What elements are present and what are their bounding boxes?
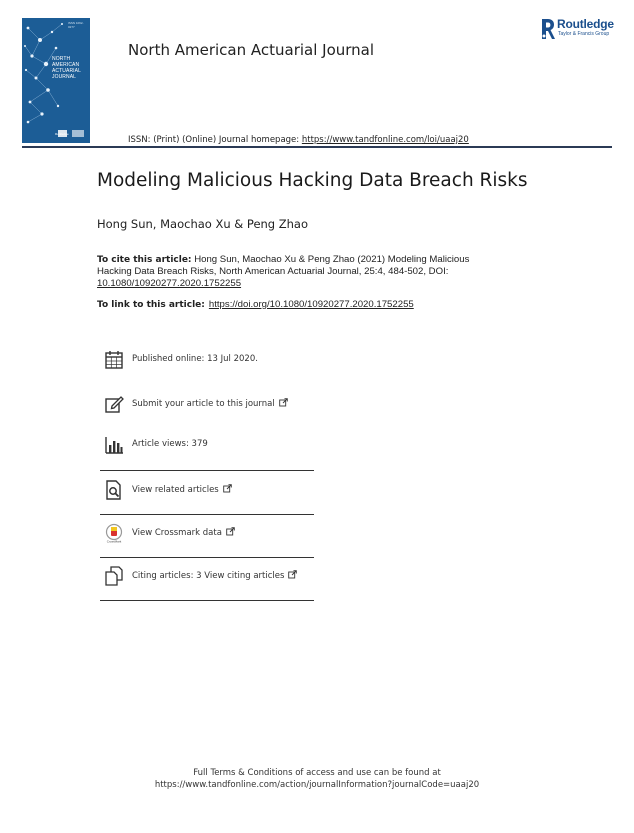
submit-article-link[interactable] xyxy=(132,398,288,409)
article-views-label: Article views: 379 xyxy=(132,439,208,449)
cite-label: To cite this article: xyxy=(97,255,192,265)
footer-line-1: Full Terms & Conditions of access and use can be found at xyxy=(193,768,441,778)
cover-title: NORTH AMERICAN ACTUARIAL JOURNAL xyxy=(52,56,81,80)
crossmark-link[interactable] xyxy=(132,527,235,538)
article-views-row xyxy=(100,431,314,459)
external-link-icon xyxy=(288,570,297,579)
related-articles-row[interactable] xyxy=(100,476,314,504)
cover-publisher-mark: Routledge xyxy=(55,132,69,136)
article-title: Modeling Malicious Hacking Data Breach Risks xyxy=(97,170,528,191)
submit-article-label: Submit your article to this journal xyxy=(132,399,275,409)
footer-terms xyxy=(0,767,634,791)
external-link-icon xyxy=(226,527,235,536)
published-online-label: Published online: 13 Jul 2020. xyxy=(132,354,258,364)
logo-name: Routledge xyxy=(557,17,614,31)
header-divider xyxy=(22,146,612,148)
citing-articles-link[interactable] xyxy=(132,570,297,581)
external-link-icon xyxy=(223,484,232,493)
footer-terms-link[interactable]: https://www.tandfonline.com/action/journalInformation?journalCode=uaaj20 xyxy=(154,780,480,790)
citing-documents-icon xyxy=(104,566,124,586)
article-link-line xyxy=(97,299,414,310)
journal-cover-image xyxy=(22,18,90,143)
article-authors: Hong Sun, Maochao Xu & Peng Zhao xyxy=(97,217,309,231)
citing-articles-label: Citing articles: 3 View citing articles xyxy=(132,571,285,581)
cite-text: Hong Sun, Maochao Xu & Peng Zhao (2021) Modeling Malicious Hacking Data Breach Risks, North American Actuarial Journal, 25:4, 484-502, DOI: xyxy=(97,254,470,277)
published-online-row xyxy=(100,346,314,374)
calendar-icon xyxy=(104,350,124,370)
routledge-logo[interactable] xyxy=(540,17,616,41)
logo-group: Taylor & Francis Group xyxy=(558,31,610,37)
issn-label: ISSN: (Print) (Online) Journal homepage: xyxy=(128,135,302,145)
crossmark-row[interactable] xyxy=(100,519,314,547)
info-divider xyxy=(100,557,314,558)
submit-article-row[interactable] xyxy=(100,390,314,418)
citing-articles-row[interactable] xyxy=(100,562,314,590)
info-divider xyxy=(100,514,314,515)
crossmark-icon xyxy=(104,523,124,543)
citation-block xyxy=(97,254,487,290)
related-articles-label: View related articles xyxy=(132,485,219,495)
document-search-icon xyxy=(104,480,124,500)
routledge-r-icon xyxy=(540,17,555,41)
external-link-icon xyxy=(279,398,288,407)
edit-icon xyxy=(104,394,124,414)
link-label: To link to this article: xyxy=(97,300,205,310)
related-articles-link[interactable] xyxy=(132,484,232,495)
info-divider xyxy=(100,470,314,471)
doi-link[interactable]: 10.1080/10920277.2020.1752255 xyxy=(97,278,242,289)
info-divider xyxy=(100,600,314,601)
network-graphic xyxy=(22,18,90,143)
article-url-link[interactable]: https://doi.org/10.1080/10920277.2020.1752255 xyxy=(208,299,414,310)
cover-issn: ISSN 1092-0277 xyxy=(68,21,84,29)
crossmark-label: View Crossmark data xyxy=(132,528,222,538)
journal-name: North American Actuarial Journal xyxy=(128,41,375,59)
journal-homepage-link[interactable]: https://www.tandfonline.com/loi/uaaj20 xyxy=(301,135,469,145)
bar-chart-icon xyxy=(104,435,124,455)
svg-text:CrossMark: CrossMark xyxy=(106,539,122,543)
issn-homepage-line xyxy=(128,135,469,145)
